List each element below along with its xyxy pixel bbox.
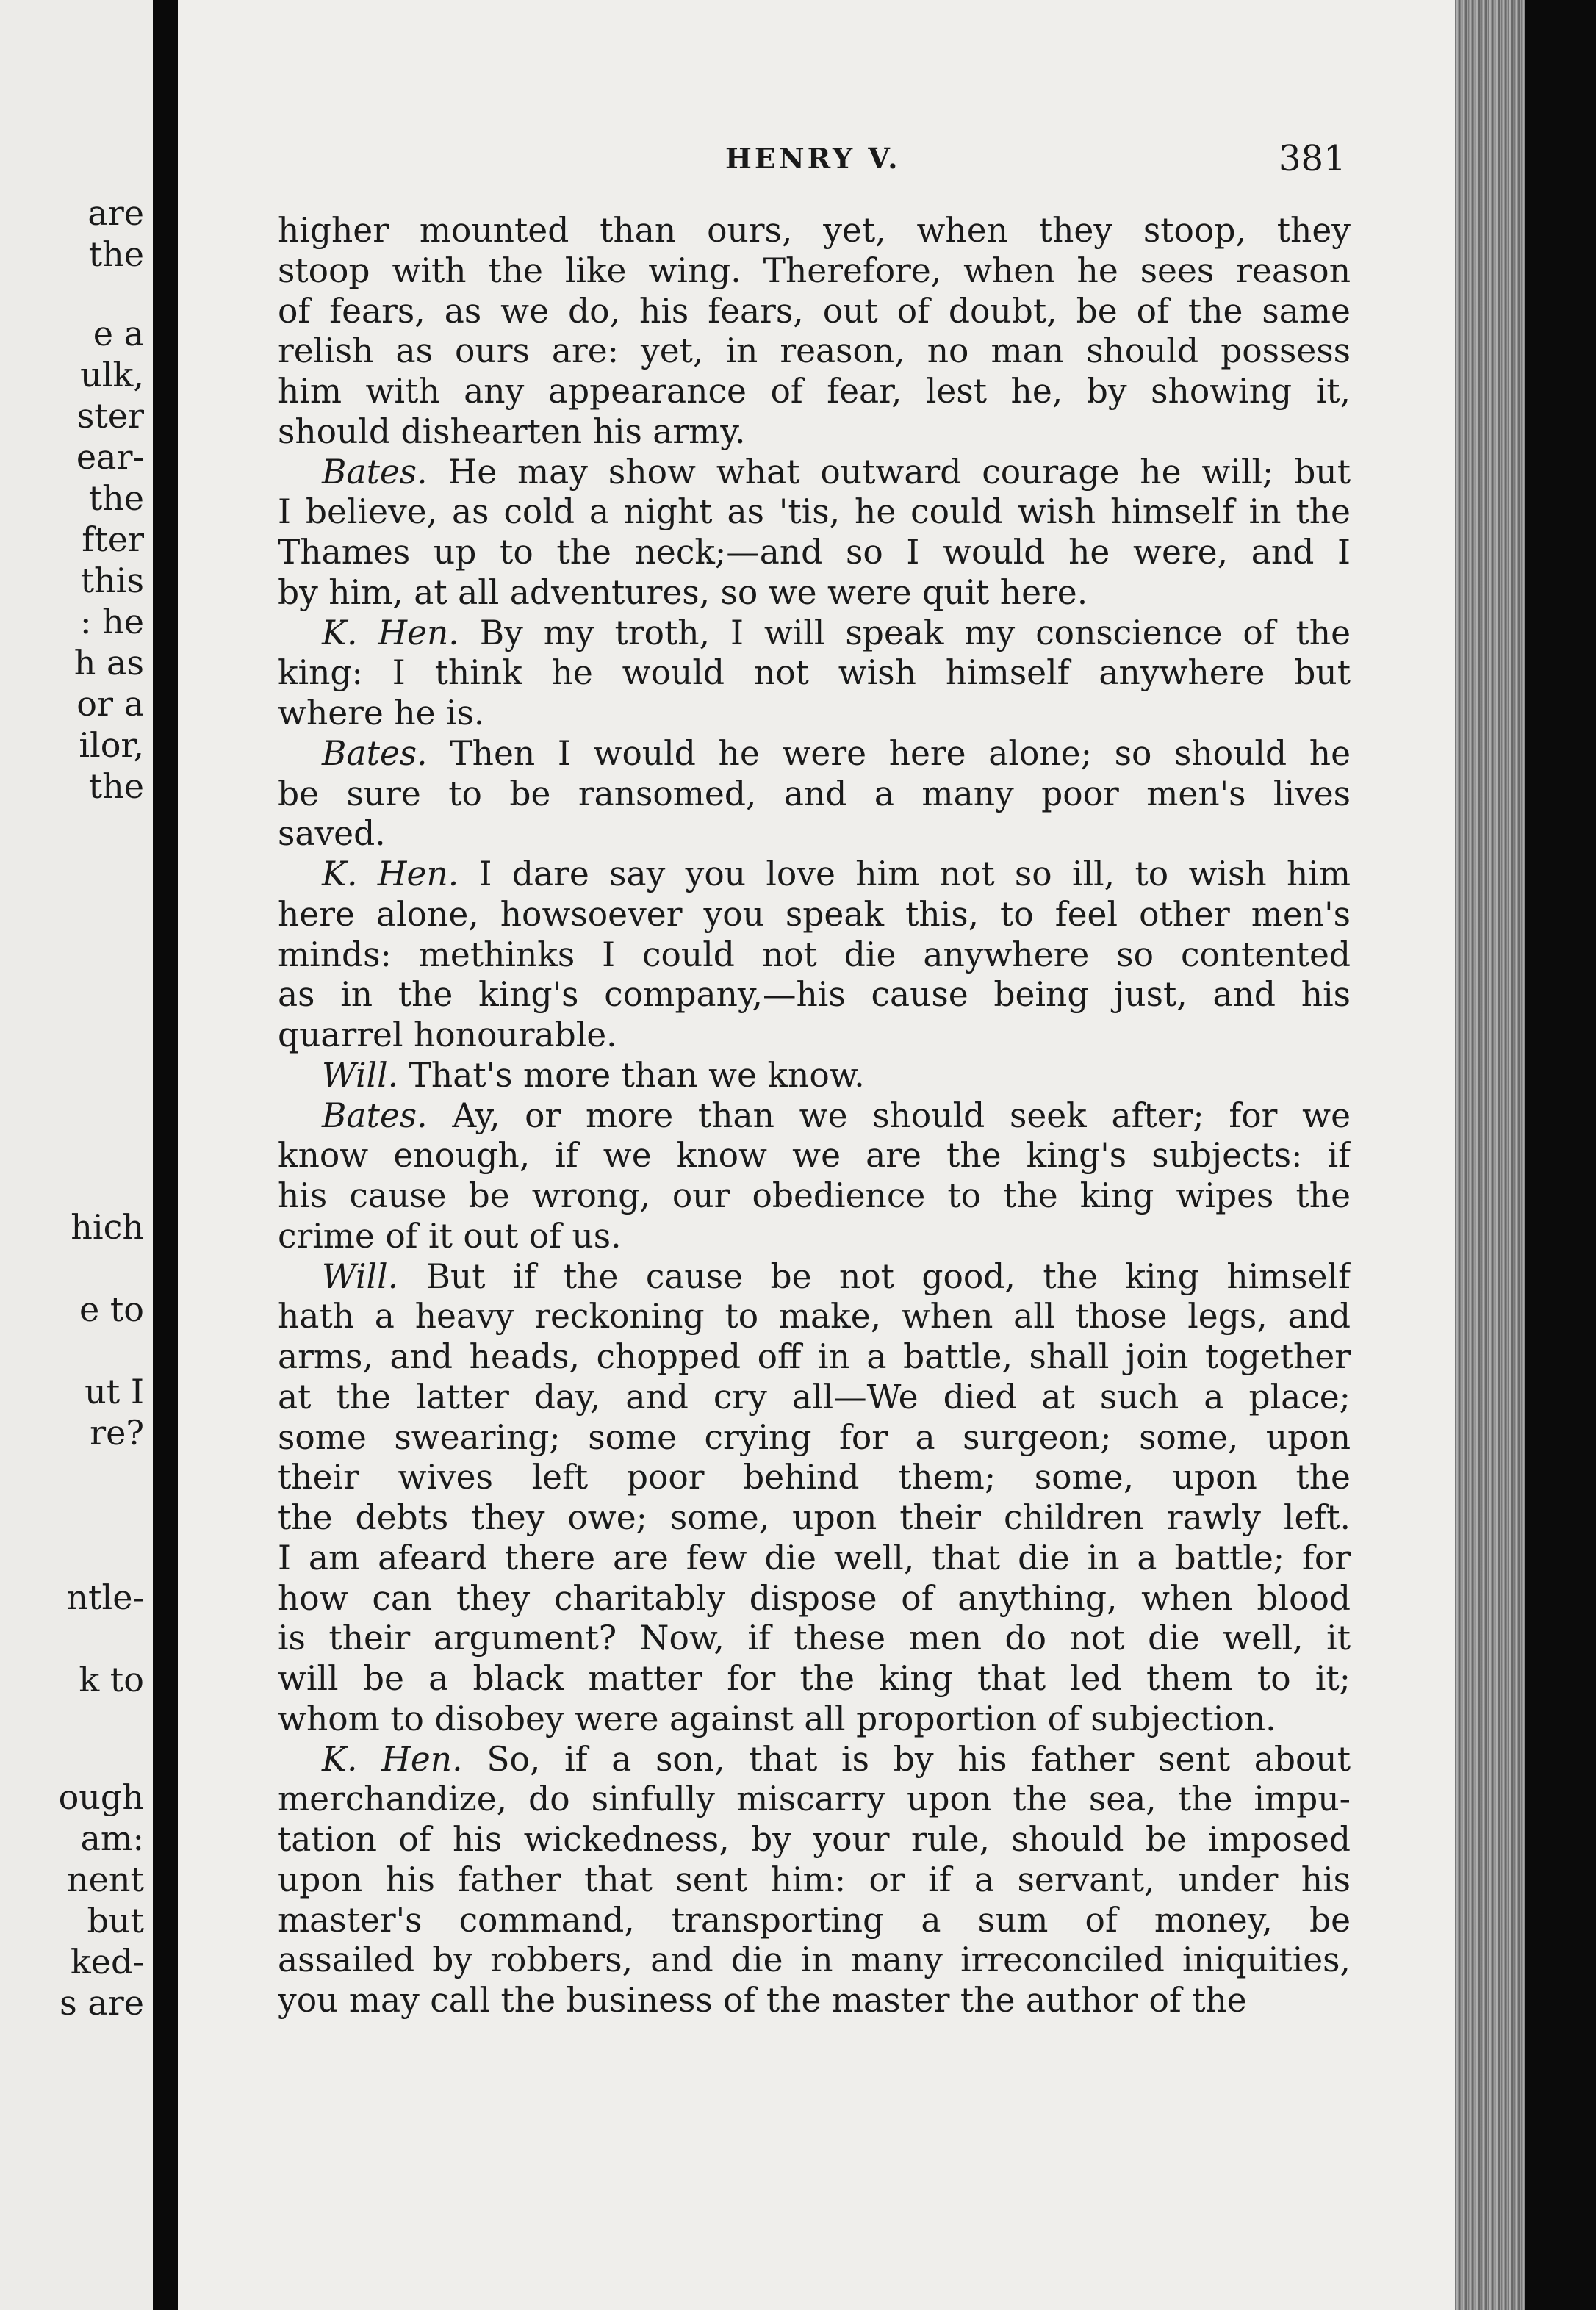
line-text: I am afeard there are few die well, that die in a battle; for	[278, 1538, 1351, 1577]
previous-page-fragment: k to	[79, 1660, 144, 1699]
previous-page-fragment: this	[80, 561, 144, 600]
line-text: at the latter day, and cry all—We died at such a place;	[278, 1377, 1351, 1417]
previous-page-fragment: hich	[71, 1207, 144, 1247]
previous-page-fragment: the	[88, 234, 144, 274]
text-line	[278, 372, 1351, 412]
line-text: merchandize, do sinfully miscarry upon the sea, the impu-	[278, 1780, 1351, 1819]
previous-page-fragment: are	[87, 193, 144, 233]
previous-page-edge	[0, 0, 153, 2310]
previous-page-fragment: ster	[76, 396, 144, 436]
speaker-name: Bates.	[322, 733, 428, 773]
page-body-text	[278, 211, 1351, 2021]
text-line	[278, 895, 1351, 935]
line-text: as in the king's company,—his cause being just, and his	[278, 975, 1351, 1015]
line-text: their wives left poor behind them; some, upon the	[278, 1458, 1351, 1497]
text-line	[278, 1539, 1351, 1579]
line-text: quarrel honourable.	[278, 1015, 617, 1054]
speaker-name: Will.	[322, 1256, 399, 1296]
previous-page-fragment: ntle-	[66, 1577, 144, 1617]
line-text: will be a black matter for the king that led them to it;	[278, 1659, 1351, 1698]
text-line	[278, 1378, 1351, 1418]
book-page	[178, 0, 1525, 2310]
text-line	[278, 1659, 1351, 1699]
previous-page-fragment: s are	[60, 1983, 144, 2023]
previous-page-fragment: ked-	[70, 1942, 144, 1982]
line-text: He may show what outward courage he will; but	[447, 452, 1351, 492]
previous-page-fragment: ulk,	[80, 355, 144, 395]
text-line	[278, 211, 1351, 251]
previous-page-fragment: ut I	[85, 1372, 144, 1411]
line-text: the debts they owe; some, upon their children rawly left.	[278, 1498, 1351, 1537]
speaker-name: Bates.	[322, 1095, 428, 1135]
previous-page-fragment: ilor,	[79, 725, 144, 765]
text-line	[278, 1940, 1351, 1981]
previous-page-fragment: re?	[90, 1413, 144, 1453]
line-text: minds: methinks I could not die anywhere so contented	[278, 935, 1351, 974]
line-text: here alone, howsoever you speak this, to feel other men's	[278, 894, 1351, 934]
previous-page-fragment: the	[88, 766, 144, 806]
line-text: Ay, or more than we should seek after; for we	[452, 1095, 1351, 1135]
line-text: should dishearten his army.	[278, 411, 746, 451]
text-line	[278, 292, 1351, 332]
text-line	[278, 1136, 1351, 1176]
previous-page-fragment: e a	[93, 314, 144, 353]
text-line	[278, 1096, 1351, 1137]
text-line	[278, 251, 1351, 292]
line-text: whom to disobey were against all proportion of subjection.	[278, 1699, 1276, 1738]
text-line	[278, 1619, 1351, 1659]
text-line	[278, 1901, 1351, 1941]
previous-page-fragment: : he	[80, 602, 144, 641]
line-text: assailed by robbers, and die in many irreconciled iniquities,	[278, 1940, 1351, 1980]
previous-page-fragment: ear-	[76, 437, 144, 477]
line-text: be sure to be ransomed, and a many poor men's lives	[278, 774, 1351, 813]
book-gutter	[153, 0, 178, 2310]
previous-page-fragment: h as	[73, 643, 144, 683]
text-line	[278, 935, 1351, 976]
previous-page-fragment: or a	[76, 684, 144, 724]
text-line	[278, 854, 1351, 895]
line-text: where he is.	[278, 694, 485, 733]
running-title: HENRY V.	[725, 142, 901, 175]
line-text: crime of it out of us.	[278, 1216, 622, 1256]
speaker-name: K. Hen.	[322, 854, 459, 893]
line-text: So, if a son, that is by his father sent about	[486, 1739, 1351, 1779]
page-header	[178, 137, 1525, 181]
speaker-name: K. Hen.	[322, 613, 459, 652]
line-text: how can they charitably dispose of anything, when blood	[278, 1578, 1351, 1618]
line-text: him with any appearance of fear, lest he, by showing it,	[278, 372, 1351, 411]
line-text: king: I think he would not wish himself anywhere but	[278, 653, 1351, 693]
text-line	[278, 1015, 1351, 1056]
previous-page-fragment: ough	[58, 1777, 144, 1817]
text-line	[278, 975, 1351, 1015]
text-line	[278, 734, 1351, 774]
line-text: upon his father that sent him: or if a servant, under his	[278, 1860, 1351, 1899]
text-line	[278, 1458, 1351, 1498]
speaker-name: Will.	[322, 1055, 399, 1095]
line-text: But if the cause be not good, the king himself	[425, 1256, 1351, 1296]
line-text: by him, at all adventures, so we were quit here.	[278, 572, 1088, 612]
text-line	[278, 453, 1351, 493]
line-text: his cause be wrong, our obedience to the king wipes the	[278, 1176, 1351, 1215]
page-number: 381	[1279, 138, 1346, 179]
line-text: Then I would he were here alone; so should he	[450, 733, 1351, 773]
text-line	[278, 694, 1351, 734]
text-line	[278, 1579, 1351, 1619]
line-text: know enough, if we know we are the king's subjects: if	[278, 1136, 1351, 1176]
text-line	[278, 1056, 1351, 1096]
text-line	[278, 412, 1351, 453]
line-text: master's command, transporting a sum of money, be	[278, 1900, 1351, 1940]
line-text: some swearing; some crying for a surgeon; some, upon	[278, 1417, 1351, 1457]
previous-page-fragment: the	[88, 478, 144, 518]
line-text: higher mounted than ours, yet, when they stoop, they	[278, 211, 1351, 250]
line-text: is their argument? Now, if these men do not die well, it	[278, 1619, 1351, 1658]
text-line	[278, 1418, 1351, 1458]
speaker-name: Bates.	[322, 452, 428, 492]
line-text: Thames up to the neck;—and so I would he were, and I	[278, 533, 1351, 572]
text-line	[278, 1740, 1351, 1780]
line-text: By my troth, I will speak my conscience of the	[479, 613, 1351, 652]
text-line	[278, 573, 1351, 614]
text-line	[278, 1820, 1351, 1860]
text-line	[278, 533, 1351, 573]
text-line	[278, 1860, 1351, 1901]
text-line	[278, 653, 1351, 694]
text-line	[278, 1981, 1351, 2021]
page-edges	[1455, 0, 1525, 2310]
line-text: I believe, as cold a night as 'tis, he could wish himself in the	[278, 492, 1351, 532]
line-text: relish as ours are: yet, in reason, no man should possess	[278, 331, 1351, 371]
previous-page-fragment: am:	[80, 1818, 144, 1858]
previous-page-fragment: but	[87, 1901, 144, 1940]
line-text: That's more than we know.	[409, 1055, 865, 1095]
text-line	[278, 1176, 1351, 1217]
text-line	[278, 814, 1351, 854]
line-text: tation of his wickedness, by your rule, should be imposed	[278, 1820, 1351, 1859]
line-text: I dare say you love him not so ill, to wish him	[478, 854, 1351, 893]
text-line	[278, 1780, 1351, 1820]
speaker-name: K. Hen.	[322, 1739, 463, 1779]
previous-page-fragment: fter	[82, 519, 144, 559]
text-line	[278, 1498, 1351, 1539]
text-line	[278, 1699, 1351, 1740]
text-line	[278, 492, 1351, 533]
text-line	[278, 1337, 1351, 1378]
line-text: you may call the business of the master the author of the	[278, 1981, 1247, 2020]
line-text: of fears, as we do, his fears, out of doubt, be of the same	[278, 291, 1351, 331]
previous-page-fragment: e to	[79, 1289, 144, 1329]
text-line	[278, 774, 1351, 815]
line-text: arms, and heads, chopped off in a battle, shall join together	[278, 1337, 1351, 1376]
text-line	[278, 614, 1351, 654]
text-line	[278, 1297, 1351, 1337]
text-line	[278, 331, 1351, 372]
line-text: hath a heavy reckoning to make, when all those legs, and	[278, 1297, 1351, 1336]
line-text: stoop with the like wing. Therefore, when he sees reason	[278, 251, 1351, 290]
text-line	[278, 1217, 1351, 1257]
line-text: saved.	[278, 814, 386, 854]
previous-page-fragment: nent	[67, 1860, 144, 1899]
text-line	[278, 1257, 1351, 1298]
